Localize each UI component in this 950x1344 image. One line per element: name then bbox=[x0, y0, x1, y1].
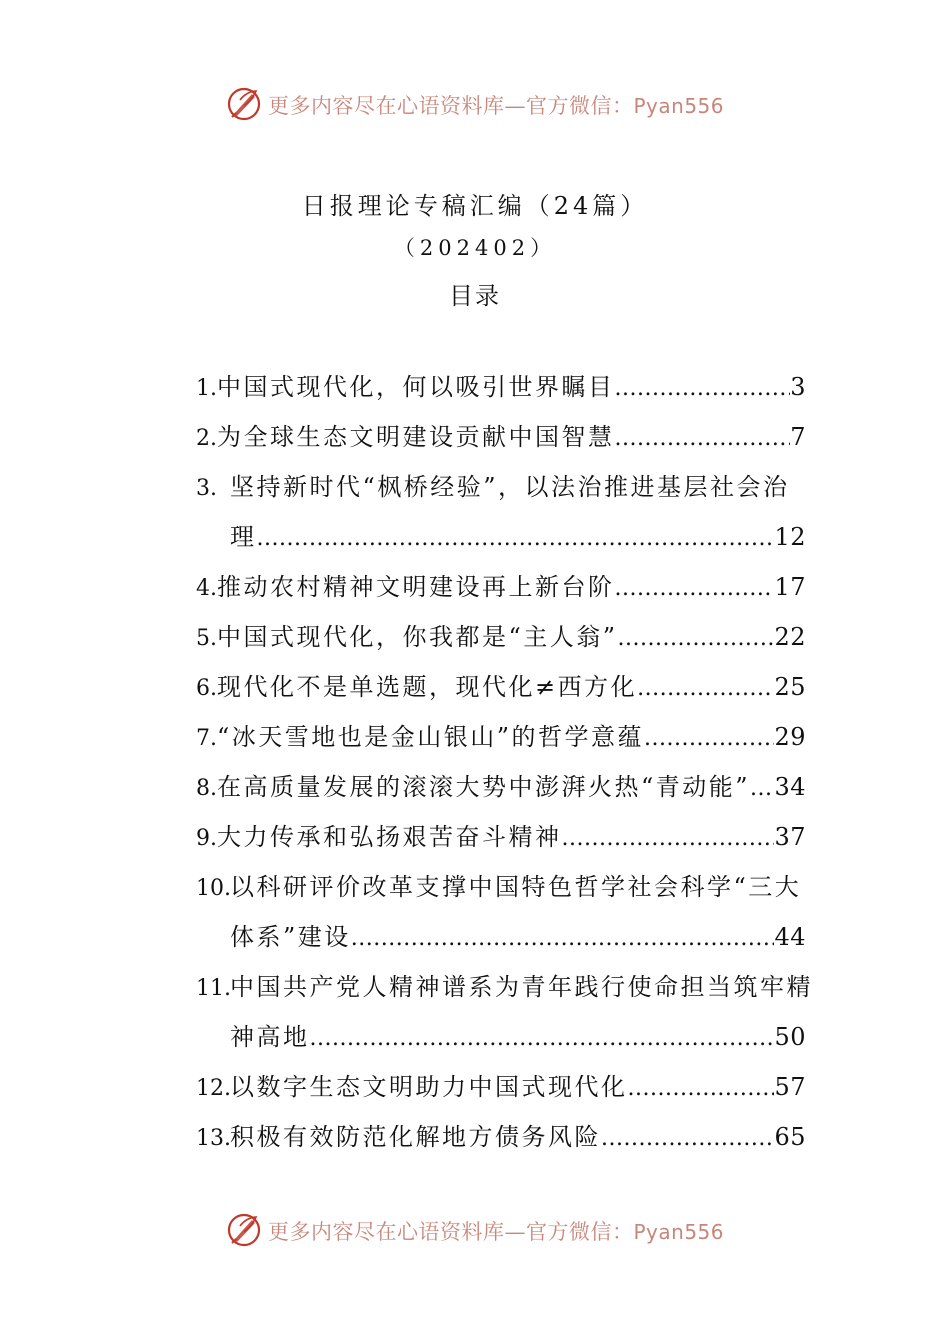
toc-page-number: 25 bbox=[774, 673, 806, 701]
toc-line bbox=[196, 862, 806, 912]
toc-title: 以科研评价改革支撑中国特色哲学社会科学“三大 bbox=[230, 873, 802, 901]
toc-leader-dots bbox=[644, 714, 774, 764]
toc-number: 13. bbox=[196, 1126, 231, 1151]
toc-line bbox=[196, 812, 806, 862]
toc-number: 2. bbox=[196, 426, 217, 451]
toc-number: 3. bbox=[196, 476, 217, 501]
toc-page-number: 7 bbox=[790, 423, 806, 451]
toc-entry[interactable] bbox=[196, 612, 806, 662]
toc-leader-dots bbox=[618, 614, 775, 664]
toc-number: 8. bbox=[196, 776, 217, 801]
toc-entry[interactable] bbox=[196, 462, 806, 562]
toc-title: 积极有效防范化解地方债务风险 bbox=[230, 1123, 601, 1151]
toc-entry[interactable] bbox=[196, 1112, 806, 1162]
quill-pen-logo-icon bbox=[226, 86, 262, 122]
toc-entry[interactable] bbox=[196, 362, 806, 412]
toc-line bbox=[196, 362, 806, 412]
toc-page-number: 22 bbox=[774, 623, 806, 651]
toc-number: 5. bbox=[196, 626, 217, 651]
toc-entry[interactable] bbox=[196, 962, 813, 1062]
toc-title: 推动农村精神文明建设再上新台阶 bbox=[217, 573, 615, 601]
toc-heading: 目录 bbox=[449, 282, 501, 310]
toc-page-number: 29 bbox=[774, 723, 806, 751]
toc-page-number: 12 bbox=[774, 523, 806, 551]
toc-title: 以数字生态文明助力中国式现代化 bbox=[230, 1073, 628, 1101]
toc-line bbox=[196, 412, 806, 462]
toc-line bbox=[196, 712, 806, 762]
toc-leader-dots bbox=[351, 914, 775, 964]
toc-line bbox=[196, 1062, 806, 1112]
toc-leader-dots bbox=[257, 514, 775, 564]
toc-title: 在高质量发展的滚滚大势中澎湃火热“青动能” bbox=[217, 773, 751, 801]
toc-line bbox=[196, 762, 806, 812]
toc-page-number: 44 bbox=[774, 923, 806, 951]
toc-line bbox=[196, 1112, 806, 1162]
toc-page-number: 65 bbox=[774, 1123, 806, 1151]
toc-leader-dots bbox=[628, 1064, 775, 1114]
toc-entry[interactable] bbox=[196, 862, 806, 962]
toc-leader-dots bbox=[310, 1014, 775, 1064]
toc-entry[interactable] bbox=[196, 712, 806, 762]
toc-page-number: 37 bbox=[774, 823, 806, 851]
banner-promo: 更多内容尽在心语资料库—官方微信： bbox=[268, 1220, 634, 1244]
document-title: 日报理论专稿汇编（24篇） bbox=[301, 192, 649, 220]
toc-number: 7. bbox=[196, 726, 217, 751]
toc-leader-dots bbox=[750, 764, 774, 814]
toc-title: 为全球生态文明建设贡献中国智慧 bbox=[217, 423, 615, 451]
toc-title: 中国式现代化，你我都是“主人翁” bbox=[217, 623, 618, 651]
toc-number: 10. bbox=[196, 876, 231, 901]
toc-line bbox=[196, 962, 813, 1012]
toc-title: 大力传承和弘扬艰苦奋斗精神 bbox=[217, 823, 562, 851]
toc-title: “冰天雪地也是金山银山”的哲学意蕴 bbox=[217, 723, 645, 751]
toc-leader-dots bbox=[637, 664, 774, 714]
toc-entry[interactable] bbox=[196, 412, 806, 462]
toc-leader-dots bbox=[601, 1114, 774, 1164]
toc-entry[interactable] bbox=[196, 562, 806, 612]
toc-line bbox=[196, 662, 806, 712]
table-of-contents bbox=[196, 362, 813, 1162]
toc-entry[interactable] bbox=[196, 812, 806, 862]
toc-line bbox=[196, 462, 806, 512]
banner-promo: 更多内容尽在心语资料库—官方微信： bbox=[268, 94, 634, 118]
toc-entry[interactable] bbox=[196, 662, 806, 712]
toc-title: 中国共产党人精神谱系为青年践行使命担当筑牢精 bbox=[230, 973, 813, 1001]
toc-page-number: 17 bbox=[774, 573, 806, 601]
toc-title: 理 bbox=[230, 523, 257, 551]
toc-page-number: 34 bbox=[774, 773, 806, 801]
toc-line bbox=[196, 912, 806, 962]
toc-page-number: 57 bbox=[774, 1073, 806, 1101]
toc-number: 11. bbox=[196, 976, 231, 1001]
toc-title: 中国式现代化，何以吸引世界瞩目 bbox=[217, 373, 615, 401]
toc-entry[interactable] bbox=[196, 762, 806, 812]
toc-number: 6. bbox=[196, 676, 217, 701]
toc-line bbox=[196, 562, 806, 612]
footer-banner bbox=[0, 1210, 950, 1250]
toc-title: 现代化不是单选题，现代化≠西方化 bbox=[217, 673, 638, 701]
quill-pen-logo-icon bbox=[226, 1212, 262, 1248]
toc-leader-dots bbox=[615, 414, 791, 464]
banner-wechat: Pyan556 bbox=[633, 1220, 725, 1244]
toc-line bbox=[196, 612, 806, 662]
toc-number: 12. bbox=[196, 1076, 231, 1101]
banner-text bbox=[268, 1216, 724, 1246]
banner-wechat: Pyan556 bbox=[633, 94, 725, 118]
toc-number: 4. bbox=[196, 576, 217, 601]
toc-leader-dots bbox=[615, 564, 775, 614]
toc-line bbox=[196, 1012, 806, 1062]
banner-text bbox=[268, 90, 724, 120]
toc-title: 坚持新时代“枫桥经验”，以法治推进基层社会治 bbox=[230, 473, 790, 501]
toc-leader-dots bbox=[615, 364, 791, 414]
toc-entry[interactable] bbox=[196, 1062, 806, 1112]
toc-leader-dots bbox=[562, 814, 775, 864]
toc-line bbox=[196, 512, 806, 562]
toc-title: 体系”建设 bbox=[230, 923, 351, 951]
document-subtitle: （202402） bbox=[393, 236, 557, 260]
toc-number: 1. bbox=[196, 376, 217, 401]
header-banner bbox=[0, 84, 950, 124]
toc-page-number: 3 bbox=[790, 373, 806, 401]
toc-page-number: 50 bbox=[774, 1023, 806, 1051]
toc-title: 神高地 bbox=[230, 1023, 310, 1051]
toc-number: 9. bbox=[196, 826, 217, 851]
